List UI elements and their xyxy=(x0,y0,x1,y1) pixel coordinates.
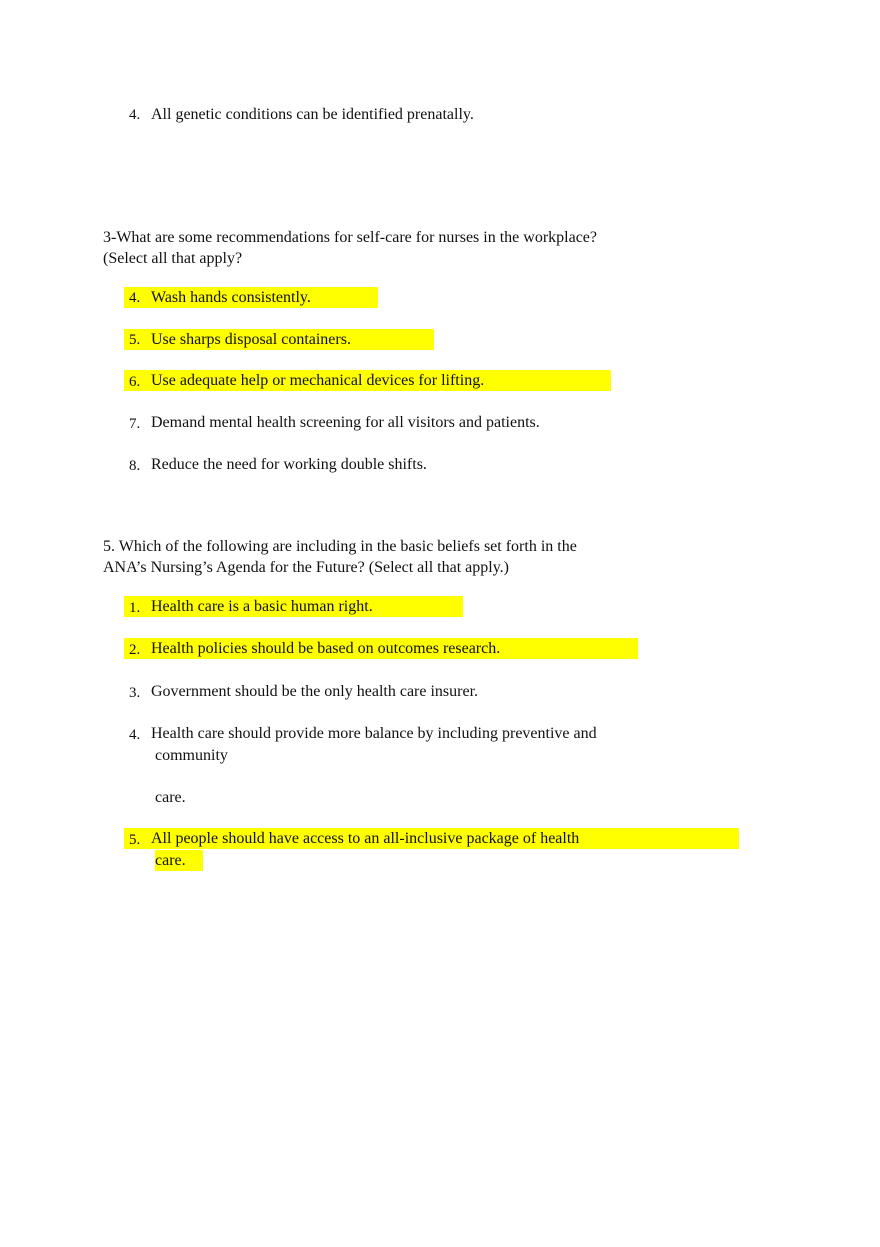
question-3-prompt-line1: 3-What are some recommendations for self-care for nurses in the workplace? xyxy=(103,229,598,246)
option-number: 8. xyxy=(129,458,141,474)
option-number: 3. xyxy=(129,685,141,701)
option-text: Reduce the need for working double shifts. xyxy=(151,456,427,473)
question-3-prompt-line2: (Select all that apply? xyxy=(103,250,243,267)
option-text-continuation: community xyxy=(155,747,228,764)
option-text: Health care is a basic human right. xyxy=(151,598,373,615)
option-text: Health policies should be based on outcomes research. xyxy=(151,640,501,657)
option-text: All genetic conditions can be identified prenatally. xyxy=(151,106,474,123)
option-number: 7. xyxy=(129,416,141,432)
option-number: 5. xyxy=(129,332,141,348)
option-text-continuation: care. xyxy=(155,852,186,869)
option-text: Use sharps disposal containers. xyxy=(151,331,351,348)
question-5-prompt-line2: ANA’s Nursing’s Agenda for the Future? (Select all that apply.) xyxy=(103,559,509,576)
option-number: 2. xyxy=(129,642,141,658)
option-number: 5. xyxy=(129,832,141,848)
option-number: 4. xyxy=(129,727,141,743)
option-number: 4. xyxy=(129,290,141,306)
option-number: 6. xyxy=(129,374,141,390)
option-text: Use adequate help or mechanical devices for lifting. xyxy=(151,372,485,389)
option-number: 4. xyxy=(129,107,141,123)
option-text-continuation: care. xyxy=(155,789,186,806)
option-number: 1. xyxy=(129,600,141,616)
option-text: Wash hands consistently. xyxy=(151,289,311,306)
option-text: All people should have access to an all-inclusive package of health xyxy=(151,830,580,847)
option-text: Demand mental health screening for all visitors and patients. xyxy=(151,414,540,431)
option-text: Health care should provide more balance by including preventive and xyxy=(151,725,597,742)
option-text: Government should be the only health care insurer. xyxy=(151,683,479,700)
question-5-prompt-line1: 5. Which of the following are including in the basic beliefs set forth in the xyxy=(103,538,577,555)
